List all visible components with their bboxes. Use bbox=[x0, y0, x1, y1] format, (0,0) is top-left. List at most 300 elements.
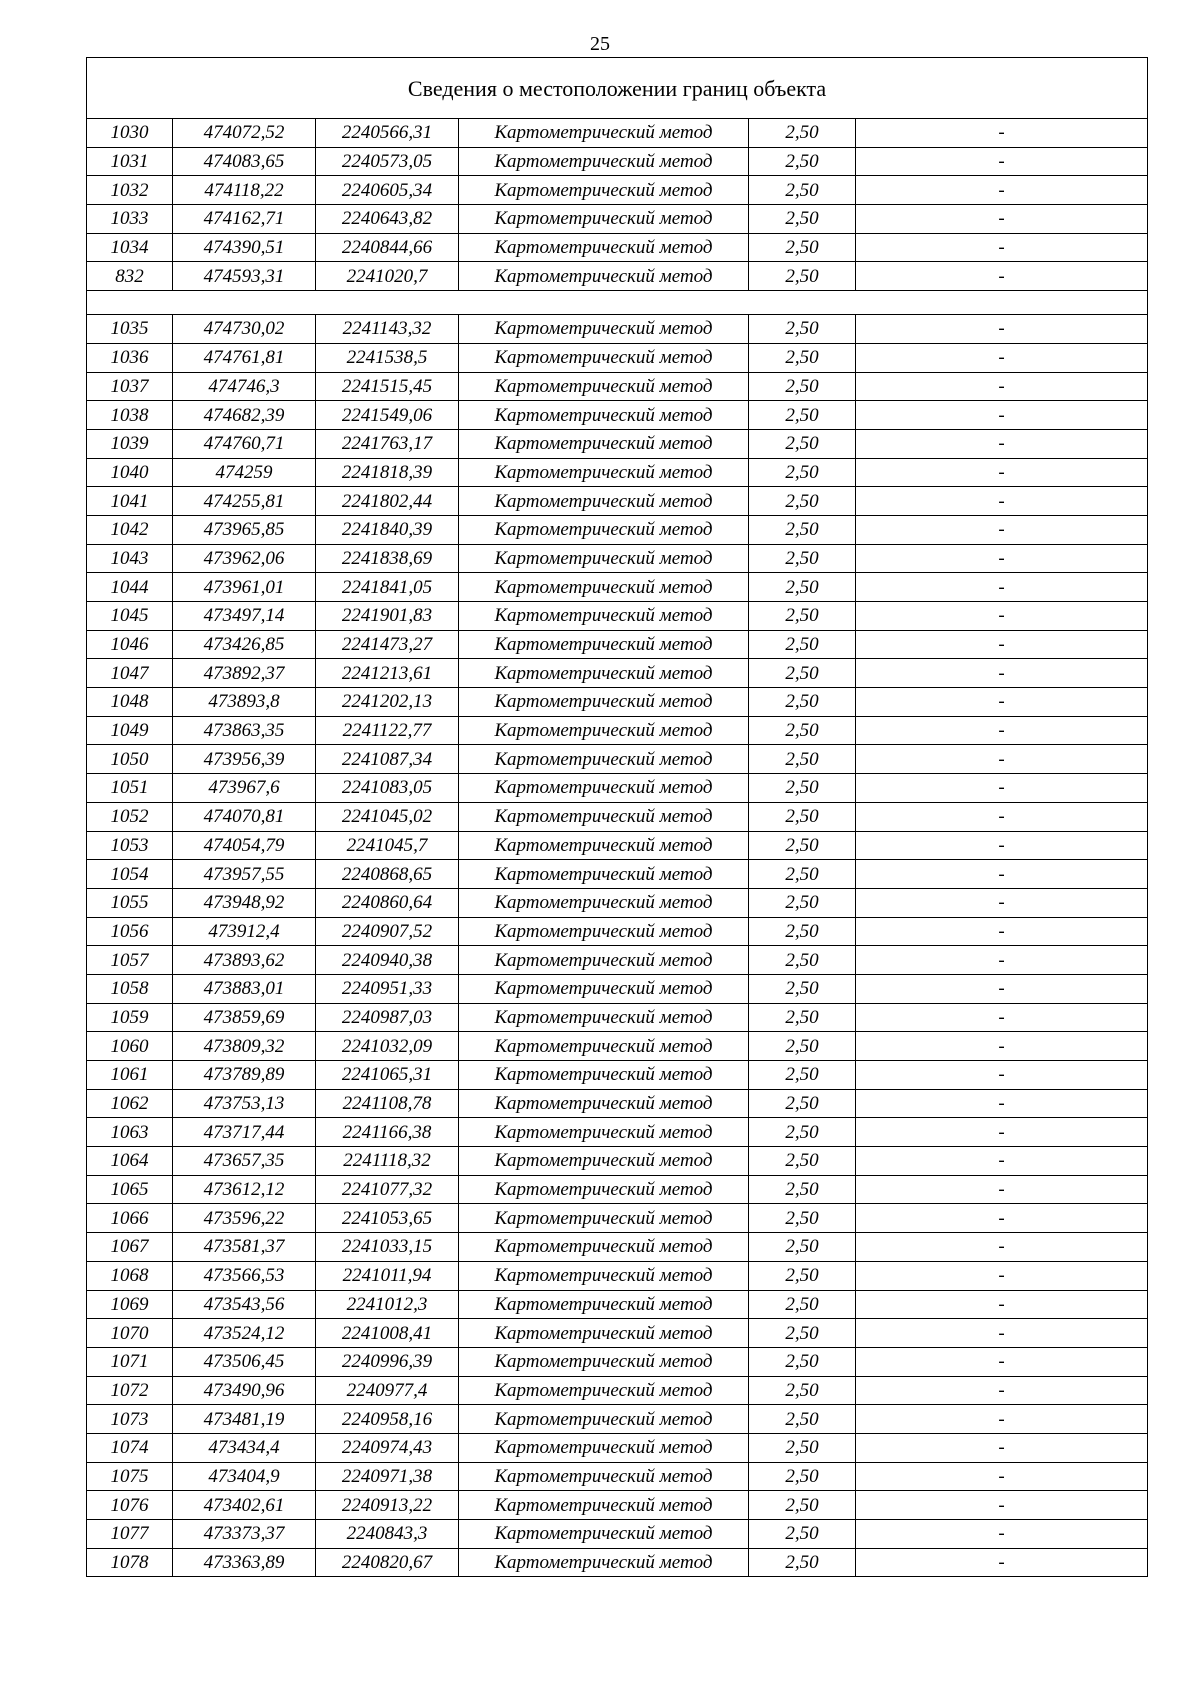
description-cell: - bbox=[856, 602, 1148, 631]
method-cell: Картометрический метод bbox=[459, 119, 749, 148]
accuracy-cell: 2,50 bbox=[749, 487, 856, 516]
table-row bbox=[87, 401, 1148, 430]
table-row bbox=[87, 630, 1148, 659]
method-cell: Картометрический метод bbox=[459, 1347, 749, 1376]
x-coordinate-cell: 474746,3 bbox=[173, 372, 316, 401]
accuracy-cell: 2,50 bbox=[749, 917, 856, 946]
point-number-cell: 1035 bbox=[87, 315, 173, 344]
x-coordinate-cell: 473612,12 bbox=[173, 1175, 316, 1204]
point-number-cell: 1046 bbox=[87, 630, 173, 659]
y-coordinate-cell: 2241077,32 bbox=[316, 1175, 459, 1204]
accuracy-cell: 2,50 bbox=[749, 1548, 856, 1577]
method-cell: Картометрический метод bbox=[459, 602, 749, 631]
accuracy-cell: 2,50 bbox=[749, 946, 856, 975]
method-cell: Картометрический метод bbox=[459, 659, 749, 688]
description-cell: - bbox=[856, 487, 1148, 516]
y-coordinate-cell: 2241045,7 bbox=[316, 831, 459, 860]
y-coordinate-cell: 2241841,05 bbox=[316, 573, 459, 602]
page-number: 25 bbox=[590, 33, 610, 55]
description-cell: - bbox=[856, 1376, 1148, 1405]
point-number-cell: 1052 bbox=[87, 802, 173, 831]
accuracy-cell: 2,50 bbox=[749, 372, 856, 401]
method-cell: Картометрический метод bbox=[459, 429, 749, 458]
accuracy-cell: 2,50 bbox=[749, 659, 856, 688]
y-coordinate-cell: 2240843,3 bbox=[316, 1520, 459, 1549]
accuracy-cell: 2,50 bbox=[749, 458, 856, 487]
y-coordinate-cell: 2240987,03 bbox=[316, 1003, 459, 1032]
method-cell: Картометрический метод bbox=[459, 1261, 749, 1290]
point-number-cell: 1038 bbox=[87, 401, 173, 430]
accuracy-cell: 2,50 bbox=[749, 1491, 856, 1520]
y-coordinate-cell: 2241901,83 bbox=[316, 602, 459, 631]
y-coordinate-cell: 2241473,27 bbox=[316, 630, 459, 659]
accuracy-cell: 2,50 bbox=[749, 802, 856, 831]
y-coordinate-cell: 2241020,7 bbox=[316, 262, 459, 291]
description-cell: - bbox=[856, 1147, 1148, 1176]
description-cell: - bbox=[856, 1233, 1148, 1262]
description-cell: - bbox=[856, 774, 1148, 803]
description-cell: - bbox=[856, 630, 1148, 659]
point-number-cell: 1031 bbox=[87, 147, 173, 176]
accuracy-cell: 2,50 bbox=[749, 429, 856, 458]
accuracy-cell: 2,50 bbox=[749, 716, 856, 745]
table-row bbox=[87, 1462, 1148, 1491]
x-coordinate-cell: 473948,92 bbox=[173, 888, 316, 917]
method-cell: Картометрический метод bbox=[459, 1433, 749, 1462]
description-cell: - bbox=[856, 205, 1148, 234]
table-row bbox=[87, 802, 1148, 831]
y-coordinate-cell: 2240573,05 bbox=[316, 147, 459, 176]
method-cell: Картометрический метод bbox=[459, 544, 749, 573]
table-row bbox=[87, 831, 1148, 860]
table-row bbox=[87, 1491, 1148, 1520]
method-cell: Картометрический метод bbox=[459, 573, 749, 602]
method-cell: Картометрический метод bbox=[459, 515, 749, 544]
point-number-cell: 1048 bbox=[87, 688, 173, 717]
method-cell: Картометрический метод bbox=[459, 1520, 749, 1549]
table-row bbox=[87, 1290, 1148, 1319]
accuracy-cell: 2,50 bbox=[749, 176, 856, 205]
x-coordinate-cell: 474118,22 bbox=[173, 176, 316, 205]
y-coordinate-cell: 2240951,33 bbox=[316, 974, 459, 1003]
table-row bbox=[87, 1061, 1148, 1090]
point-number-cell: 1032 bbox=[87, 176, 173, 205]
accuracy-cell: 2,50 bbox=[749, 974, 856, 1003]
description-cell: - bbox=[856, 458, 1148, 487]
accuracy-cell: 2,50 bbox=[749, 1290, 856, 1319]
description-cell: - bbox=[856, 1204, 1148, 1233]
method-cell: Картометрический метод bbox=[459, 1175, 749, 1204]
table-row bbox=[87, 176, 1148, 205]
description-cell: - bbox=[856, 262, 1148, 291]
accuracy-cell: 2,50 bbox=[749, 1003, 856, 1032]
table-row bbox=[87, 1347, 1148, 1376]
description-cell: - bbox=[856, 1290, 1148, 1319]
method-cell: Картометрический метод bbox=[459, 946, 749, 975]
y-coordinate-cell: 2241011,94 bbox=[316, 1261, 459, 1290]
method-cell: Картометрический метод bbox=[459, 1118, 749, 1147]
y-coordinate-cell: 2241515,45 bbox=[316, 372, 459, 401]
accuracy-cell: 2,50 bbox=[749, 205, 856, 234]
accuracy-cell: 2,50 bbox=[749, 262, 856, 291]
table-row bbox=[87, 1405, 1148, 1434]
accuracy-cell: 2,50 bbox=[749, 1204, 856, 1233]
point-number-cell: 1074 bbox=[87, 1433, 173, 1462]
y-coordinate-cell: 2240844,66 bbox=[316, 233, 459, 262]
method-cell: Картометрический метод bbox=[459, 888, 749, 917]
x-coordinate-cell: 473657,35 bbox=[173, 1147, 316, 1176]
accuracy-cell: 2,50 bbox=[749, 515, 856, 544]
table-row bbox=[87, 860, 1148, 889]
x-coordinate-cell: 473717,44 bbox=[173, 1118, 316, 1147]
table-row bbox=[87, 515, 1148, 544]
boundary-coordinates-table bbox=[86, 57, 1148, 1577]
description-cell: - bbox=[856, 176, 1148, 205]
y-coordinate-cell: 2240971,38 bbox=[316, 1462, 459, 1491]
method-cell: Картометрический метод bbox=[459, 1233, 749, 1262]
table-row bbox=[87, 659, 1148, 688]
x-coordinate-cell: 473859,69 bbox=[173, 1003, 316, 1032]
method-cell: Картометрический метод bbox=[459, 1204, 749, 1233]
x-coordinate-cell: 473957,55 bbox=[173, 860, 316, 889]
table-row bbox=[87, 774, 1148, 803]
method-cell: Картометрический метод bbox=[459, 1147, 749, 1176]
x-coordinate-cell: 473524,12 bbox=[173, 1319, 316, 1348]
method-cell: Картометрический метод bbox=[459, 1319, 749, 1348]
point-number-cell: 832 bbox=[87, 262, 173, 291]
x-coordinate-cell: 473506,45 bbox=[173, 1347, 316, 1376]
method-cell: Картометрический метод bbox=[459, 831, 749, 860]
point-number-cell: 1073 bbox=[87, 1405, 173, 1434]
table-row bbox=[87, 487, 1148, 516]
x-coordinate-cell: 474255,81 bbox=[173, 487, 316, 516]
x-coordinate-cell: 473962,06 bbox=[173, 544, 316, 573]
table-row bbox=[87, 1003, 1148, 1032]
description-cell: - bbox=[856, 888, 1148, 917]
method-cell: Картометрический метод bbox=[459, 688, 749, 717]
contour-separator-row bbox=[87, 291, 1148, 315]
accuracy-cell: 2,50 bbox=[749, 1032, 856, 1061]
method-cell: Картометрический метод bbox=[459, 860, 749, 889]
description-cell: - bbox=[856, 573, 1148, 602]
point-number-cell: 1041 bbox=[87, 487, 173, 516]
description-cell: - bbox=[856, 544, 1148, 573]
table-row bbox=[87, 429, 1148, 458]
x-coordinate-cell: 473434,4 bbox=[173, 1433, 316, 1462]
accuracy-cell: 2,50 bbox=[749, 1233, 856, 1262]
y-coordinate-cell: 2240566,31 bbox=[316, 119, 459, 148]
x-coordinate-cell: 473961,01 bbox=[173, 573, 316, 602]
accuracy-cell: 2,50 bbox=[749, 1347, 856, 1376]
description-cell: - bbox=[856, 1003, 1148, 1032]
table-row bbox=[87, 1433, 1148, 1462]
point-number-cell: 1061 bbox=[87, 1061, 173, 1090]
x-coordinate-cell: 474390,51 bbox=[173, 233, 316, 262]
accuracy-cell: 2,50 bbox=[749, 1462, 856, 1491]
contour-separator-cell bbox=[87, 291, 1148, 315]
point-number-cell: 1033 bbox=[87, 205, 173, 234]
point-number-cell: 1072 bbox=[87, 1376, 173, 1405]
table-row bbox=[87, 1175, 1148, 1204]
description-cell: - bbox=[856, 917, 1148, 946]
y-coordinate-cell: 2241083,05 bbox=[316, 774, 459, 803]
accuracy-cell: 2,50 bbox=[749, 147, 856, 176]
x-coordinate-cell: 473893,8 bbox=[173, 688, 316, 717]
description-cell: - bbox=[856, 1433, 1148, 1462]
x-coordinate-cell: 474730,02 bbox=[173, 315, 316, 344]
accuracy-cell: 2,50 bbox=[749, 831, 856, 860]
description-cell: - bbox=[856, 1032, 1148, 1061]
point-number-cell: 1062 bbox=[87, 1089, 173, 1118]
point-number-cell: 1058 bbox=[87, 974, 173, 1003]
table-row bbox=[87, 315, 1148, 344]
method-cell: Картометрический метод bbox=[459, 487, 749, 516]
accuracy-cell: 2,50 bbox=[749, 343, 856, 372]
table-row bbox=[87, 147, 1148, 176]
table-row bbox=[87, 946, 1148, 975]
point-number-cell: 1030 bbox=[87, 119, 173, 148]
method-cell: Картометрический метод bbox=[459, 401, 749, 430]
accuracy-cell: 2,50 bbox=[749, 1147, 856, 1176]
accuracy-cell: 2,50 bbox=[749, 1520, 856, 1549]
description-cell: - bbox=[856, 515, 1148, 544]
point-number-cell: 1051 bbox=[87, 774, 173, 803]
table-row bbox=[87, 205, 1148, 234]
point-number-cell: 1036 bbox=[87, 343, 173, 372]
y-coordinate-cell: 2241053,65 bbox=[316, 1204, 459, 1233]
table-row bbox=[87, 1118, 1148, 1147]
y-coordinate-cell: 2240977,4 bbox=[316, 1376, 459, 1405]
point-number-cell: 1077 bbox=[87, 1520, 173, 1549]
y-coordinate-cell: 2241033,15 bbox=[316, 1233, 459, 1262]
method-cell: Картометрический метод bbox=[459, 1061, 749, 1090]
point-number-cell: 1049 bbox=[87, 716, 173, 745]
table-row bbox=[87, 262, 1148, 291]
x-coordinate-cell: 473967,6 bbox=[173, 774, 316, 803]
x-coordinate-cell: 474593,31 bbox=[173, 262, 316, 291]
description-cell: - bbox=[856, 343, 1148, 372]
x-coordinate-cell: 473753,13 bbox=[173, 1089, 316, 1118]
y-coordinate-cell: 2241122,77 bbox=[316, 716, 459, 745]
method-cell: Картометрический метод bbox=[459, 372, 749, 401]
accuracy-cell: 2,50 bbox=[749, 774, 856, 803]
y-coordinate-cell: 2241008,41 bbox=[316, 1319, 459, 1348]
y-coordinate-cell: 2240820,67 bbox=[316, 1548, 459, 1577]
table-row bbox=[87, 1233, 1148, 1262]
point-number-cell: 1070 bbox=[87, 1319, 173, 1348]
table-row bbox=[87, 1548, 1148, 1577]
point-number-cell: 1047 bbox=[87, 659, 173, 688]
description-cell: - bbox=[856, 119, 1148, 148]
y-coordinate-cell: 2241818,39 bbox=[316, 458, 459, 487]
y-coordinate-cell: 2241538,5 bbox=[316, 343, 459, 372]
accuracy-cell: 2,50 bbox=[749, 233, 856, 262]
x-coordinate-cell: 473490,96 bbox=[173, 1376, 316, 1405]
method-cell: Картометрический метод bbox=[459, 1405, 749, 1434]
point-number-cell: 1042 bbox=[87, 515, 173, 544]
description-cell: - bbox=[856, 688, 1148, 717]
x-coordinate-cell: 473965,85 bbox=[173, 515, 316, 544]
x-coordinate-cell: 473596,22 bbox=[173, 1204, 316, 1233]
table-row bbox=[87, 1520, 1148, 1549]
point-number-cell: 1063 bbox=[87, 1118, 173, 1147]
description-cell: - bbox=[856, 1491, 1148, 1520]
table-row bbox=[87, 688, 1148, 717]
description-cell: - bbox=[856, 1548, 1148, 1577]
y-coordinate-cell: 2241045,02 bbox=[316, 802, 459, 831]
table-row bbox=[87, 888, 1148, 917]
table-row bbox=[87, 745, 1148, 774]
accuracy-cell: 2,50 bbox=[749, 745, 856, 774]
y-coordinate-cell: 2241012,3 bbox=[316, 1290, 459, 1319]
x-coordinate-cell: 473863,35 bbox=[173, 716, 316, 745]
description-cell: - bbox=[856, 716, 1148, 745]
point-number-cell: 1037 bbox=[87, 372, 173, 401]
point-number-cell: 1078 bbox=[87, 1548, 173, 1577]
accuracy-cell: 2,50 bbox=[749, 630, 856, 659]
description-cell: - bbox=[856, 974, 1148, 1003]
x-coordinate-cell: 473893,62 bbox=[173, 946, 316, 975]
y-coordinate-cell: 2240860,64 bbox=[316, 888, 459, 917]
method-cell: Картометрический метод bbox=[459, 1491, 749, 1520]
table-row bbox=[87, 1204, 1148, 1233]
x-coordinate-cell: 474259 bbox=[173, 458, 316, 487]
method-cell: Картометрический метод bbox=[459, 205, 749, 234]
table-row bbox=[87, 544, 1148, 573]
method-cell: Картометрический метод bbox=[459, 1032, 749, 1061]
point-number-cell: 1053 bbox=[87, 831, 173, 860]
accuracy-cell: 2,50 bbox=[749, 1319, 856, 1348]
description-cell: - bbox=[856, 315, 1148, 344]
x-coordinate-cell: 473373,37 bbox=[173, 1520, 316, 1549]
point-number-cell: 1055 bbox=[87, 888, 173, 917]
x-coordinate-cell: 474083,65 bbox=[173, 147, 316, 176]
point-number-cell: 1057 bbox=[87, 946, 173, 975]
table-row bbox=[87, 233, 1148, 262]
point-number-cell: 1056 bbox=[87, 917, 173, 946]
x-coordinate-cell: 473402,61 bbox=[173, 1491, 316, 1520]
method-cell: Картометрический метод bbox=[459, 233, 749, 262]
point-number-cell: 1071 bbox=[87, 1347, 173, 1376]
description-cell: - bbox=[856, 1089, 1148, 1118]
y-coordinate-cell: 2241202,13 bbox=[316, 688, 459, 717]
description-cell: - bbox=[856, 1319, 1148, 1348]
x-coordinate-cell: 474162,71 bbox=[173, 205, 316, 234]
y-coordinate-cell: 2240974,43 bbox=[316, 1433, 459, 1462]
description-cell: - bbox=[856, 946, 1148, 975]
y-coordinate-cell: 2241840,39 bbox=[316, 515, 459, 544]
table-row bbox=[87, 917, 1148, 946]
table-title-row bbox=[87, 58, 1148, 119]
accuracy-cell: 2,50 bbox=[749, 544, 856, 573]
y-coordinate-cell: 2241213,61 bbox=[316, 659, 459, 688]
point-number-cell: 1069 bbox=[87, 1290, 173, 1319]
y-coordinate-cell: 2241032,09 bbox=[316, 1032, 459, 1061]
description-cell: - bbox=[856, 429, 1148, 458]
x-coordinate-cell: 474761,81 bbox=[173, 343, 316, 372]
accuracy-cell: 2,50 bbox=[749, 315, 856, 344]
y-coordinate-cell: 2240605,34 bbox=[316, 176, 459, 205]
table-row bbox=[87, 974, 1148, 1003]
accuracy-cell: 2,50 bbox=[749, 602, 856, 631]
description-cell: - bbox=[856, 372, 1148, 401]
accuracy-cell: 2,50 bbox=[749, 1061, 856, 1090]
y-coordinate-cell: 2241118,32 bbox=[316, 1147, 459, 1176]
table-row bbox=[87, 1147, 1148, 1176]
method-cell: Картометрический метод bbox=[459, 974, 749, 1003]
y-coordinate-cell: 2240907,52 bbox=[316, 917, 459, 946]
point-number-cell: 1068 bbox=[87, 1261, 173, 1290]
x-coordinate-cell: 473883,01 bbox=[173, 974, 316, 1003]
method-cell: Картометрический метод bbox=[459, 802, 749, 831]
table-row bbox=[87, 573, 1148, 602]
x-coordinate-cell: 473809,32 bbox=[173, 1032, 316, 1061]
method-cell: Картометрический метод bbox=[459, 1003, 749, 1032]
point-number-cell: 1075 bbox=[87, 1462, 173, 1491]
x-coordinate-cell: 474054,79 bbox=[173, 831, 316, 860]
point-number-cell: 1064 bbox=[87, 1147, 173, 1176]
accuracy-cell: 2,50 bbox=[749, 1118, 856, 1147]
point-number-cell: 1044 bbox=[87, 573, 173, 602]
x-coordinate-cell: 473481,19 bbox=[173, 1405, 316, 1434]
y-coordinate-cell: 2240643,82 bbox=[316, 205, 459, 234]
table-row bbox=[87, 1261, 1148, 1290]
accuracy-cell: 2,50 bbox=[749, 1433, 856, 1462]
method-cell: Картометрический метод bbox=[459, 262, 749, 291]
y-coordinate-cell: 2240913,22 bbox=[316, 1491, 459, 1520]
accuracy-cell: 2,50 bbox=[749, 860, 856, 889]
y-coordinate-cell: 2241838,69 bbox=[316, 544, 459, 573]
accuracy-cell: 2,50 bbox=[749, 119, 856, 148]
point-number-cell: 1060 bbox=[87, 1032, 173, 1061]
table-row bbox=[87, 343, 1148, 372]
table-row bbox=[87, 372, 1148, 401]
description-cell: - bbox=[856, 233, 1148, 262]
y-coordinate-cell: 2240940,38 bbox=[316, 946, 459, 975]
x-coordinate-cell: 474070,81 bbox=[173, 802, 316, 831]
x-coordinate-cell: 473789,89 bbox=[173, 1061, 316, 1090]
y-coordinate-cell: 2241108,78 bbox=[316, 1089, 459, 1118]
point-number-cell: 1054 bbox=[87, 860, 173, 889]
point-number-cell: 1043 bbox=[87, 544, 173, 573]
method-cell: Картометрический метод bbox=[459, 1089, 749, 1118]
accuracy-cell: 2,50 bbox=[749, 1405, 856, 1434]
method-cell: Картометрический метод bbox=[459, 716, 749, 745]
description-cell: - bbox=[856, 860, 1148, 889]
method-cell: Картометрический метод bbox=[459, 147, 749, 176]
method-cell: Картометрический метод bbox=[459, 630, 749, 659]
point-number-cell: 1059 bbox=[87, 1003, 173, 1032]
description-cell: - bbox=[856, 1405, 1148, 1434]
description-cell: - bbox=[856, 1261, 1148, 1290]
x-coordinate-cell: 474682,39 bbox=[173, 401, 316, 430]
point-number-cell: 1039 bbox=[87, 429, 173, 458]
accuracy-cell: 2,50 bbox=[749, 888, 856, 917]
y-coordinate-cell: 2240868,65 bbox=[316, 860, 459, 889]
method-cell: Картометрический метод bbox=[459, 315, 749, 344]
table-row bbox=[87, 1032, 1148, 1061]
x-coordinate-cell: 474760,71 bbox=[173, 429, 316, 458]
point-number-cell: 1045 bbox=[87, 602, 173, 631]
y-coordinate-cell: 2240958,16 bbox=[316, 1405, 459, 1434]
method-cell: Картометрический метод bbox=[459, 458, 749, 487]
y-coordinate-cell: 2241065,31 bbox=[316, 1061, 459, 1090]
table-title: Сведения о местоположении границ объекта bbox=[87, 58, 1148, 119]
y-coordinate-cell: 2241802,44 bbox=[316, 487, 459, 516]
method-cell: Картометрический метод bbox=[459, 745, 749, 774]
accuracy-cell: 2,50 bbox=[749, 688, 856, 717]
description-cell: - bbox=[856, 1061, 1148, 1090]
